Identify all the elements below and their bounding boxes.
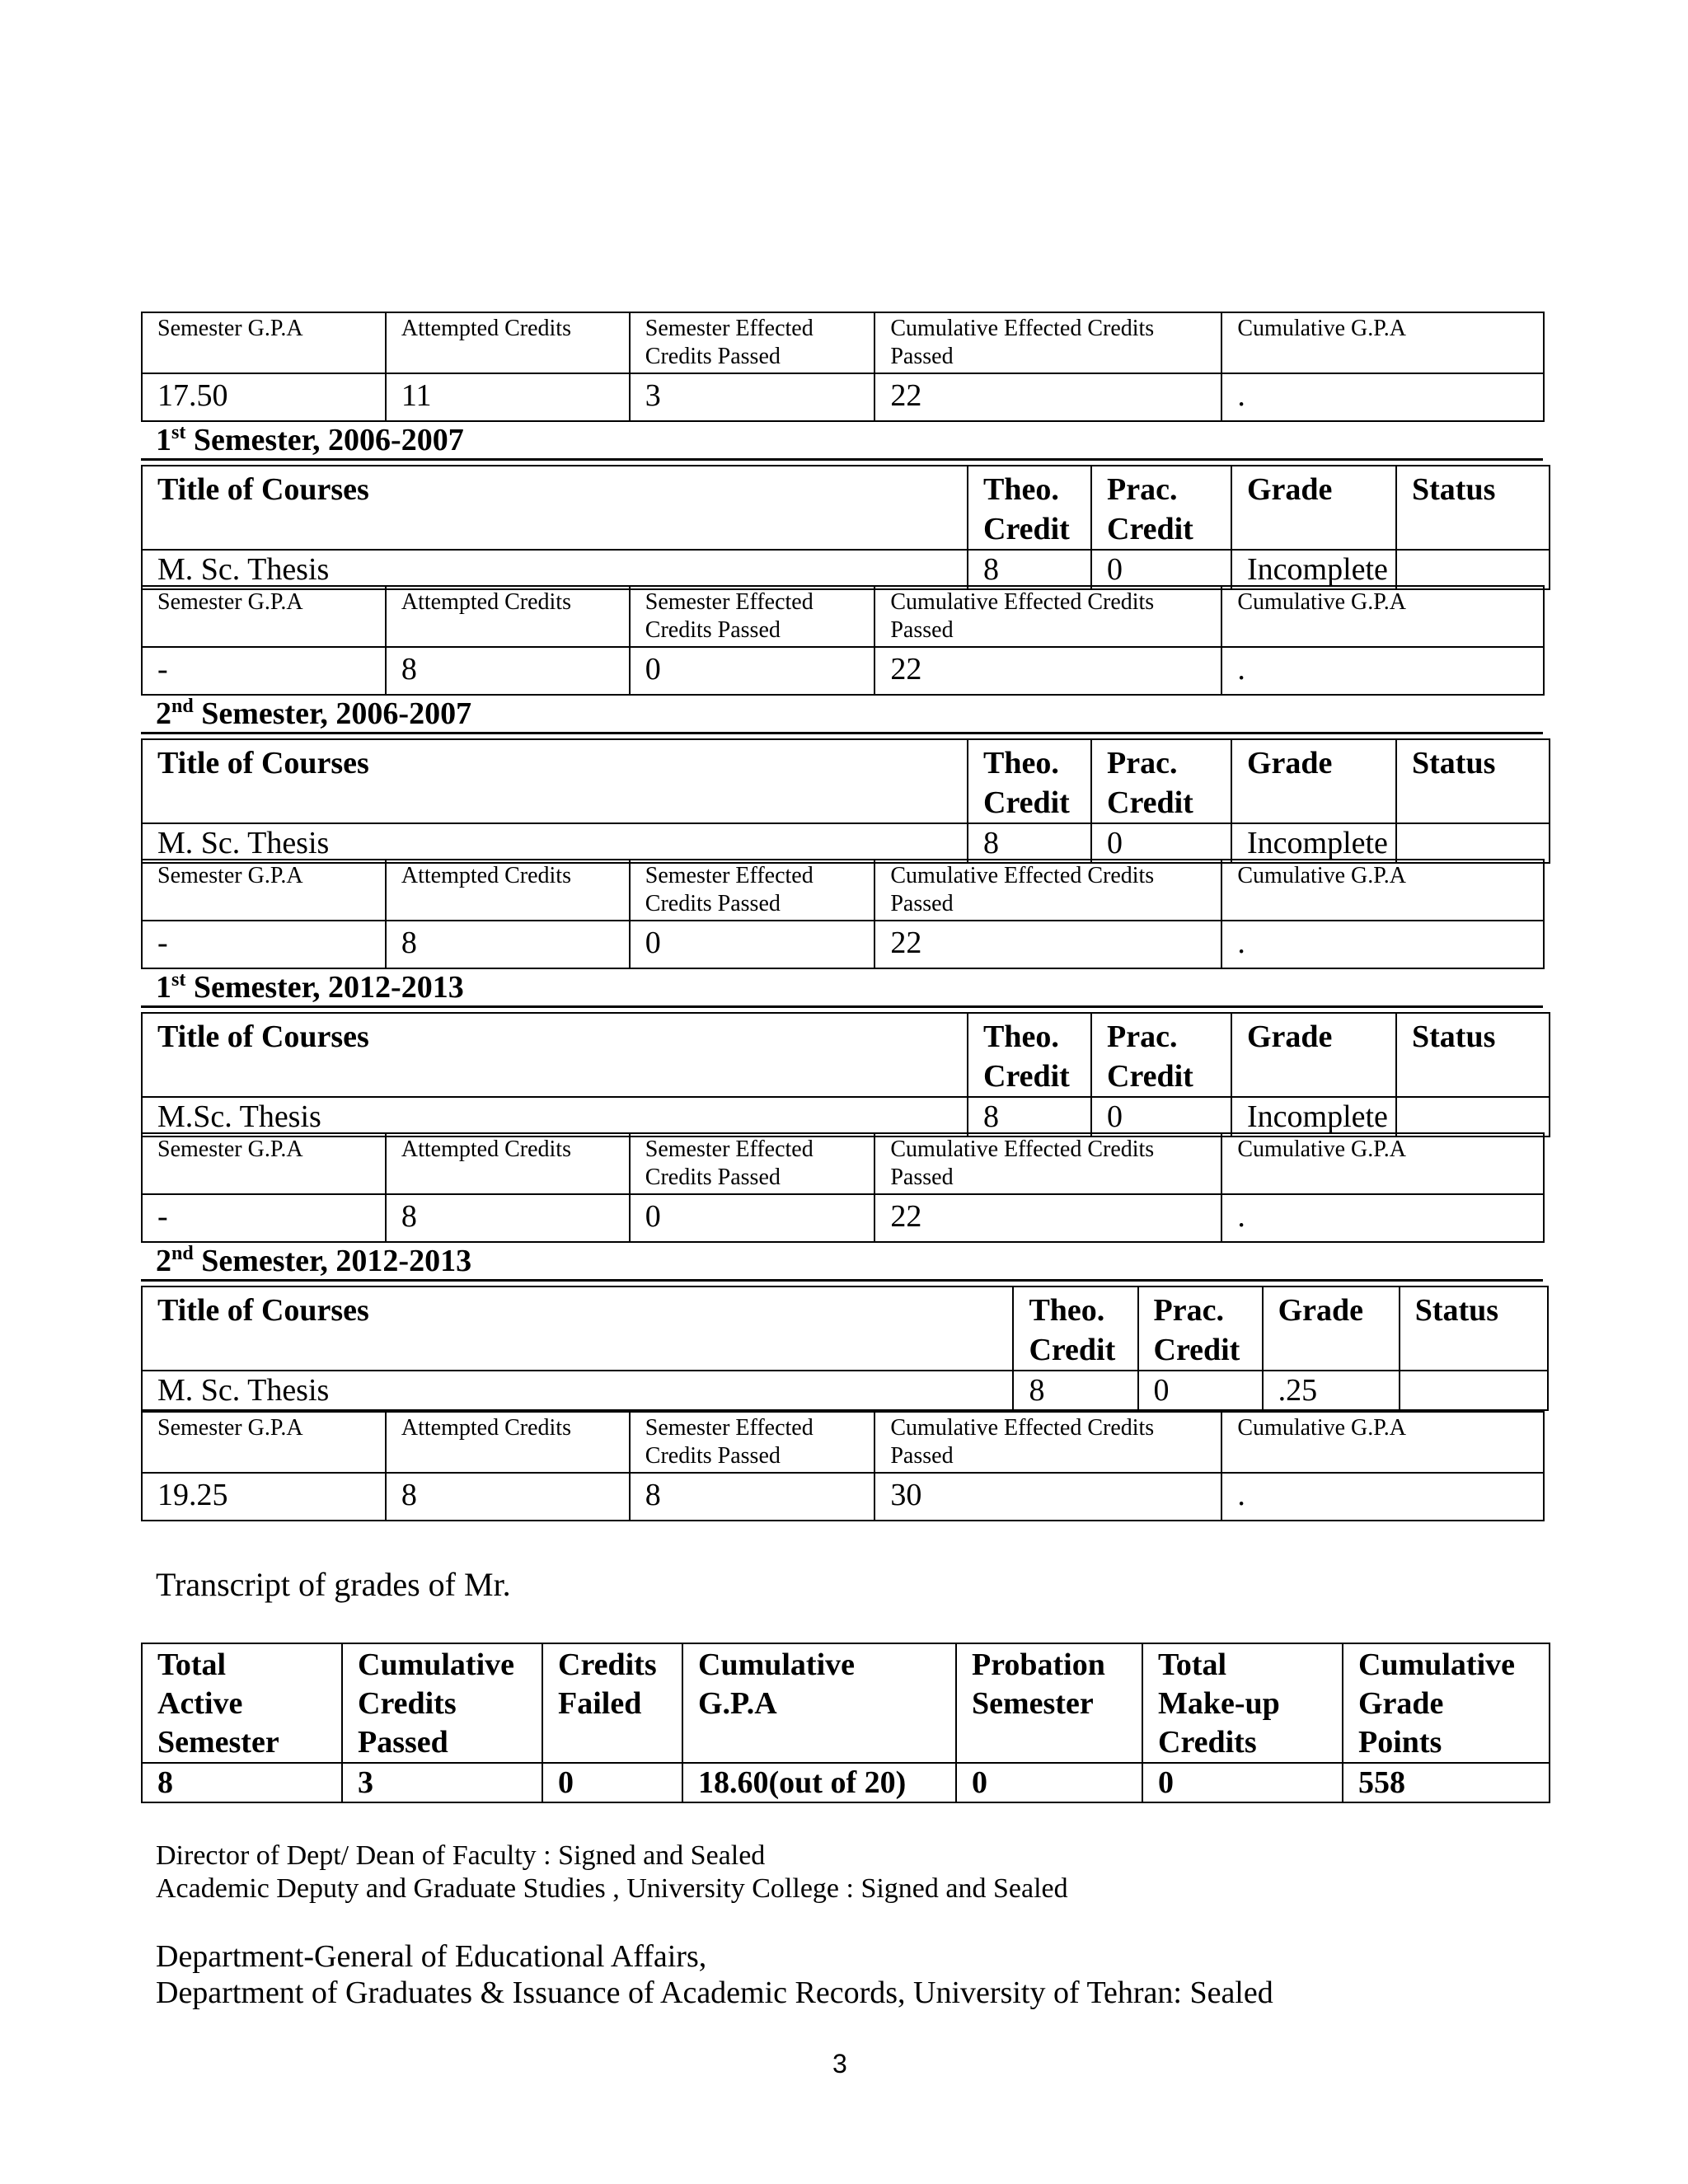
- summary-value-sem-passed: 0: [630, 921, 875, 968]
- semester-summary-table: [141, 859, 1545, 969]
- summary-value-gpa: -: [142, 1194, 386, 1242]
- course-prac: 0: [1091, 823, 1231, 863]
- summary-value-gpa: -: [142, 647, 386, 695]
- course-theo: 8: [968, 823, 1091, 863]
- semester-summary-table: [141, 585, 1545, 696]
- final-header-line: Passed: [358, 1725, 448, 1760]
- summary-value-row: [142, 373, 1544, 421]
- final-header-line: Credits: [1158, 1725, 1257, 1760]
- summary-header-cell: Cumulative G.P.A: [1221, 1133, 1544, 1194]
- final-value-cell: 18.60(out of 20): [682, 1763, 956, 1802]
- summary-header-cell: Semester G.P.A: [142, 1412, 386, 1473]
- semester-ordinal-suffix: st: [171, 422, 186, 443]
- course-status: [1400, 1371, 1548, 1410]
- course-grade: Incomplete: [1231, 550, 1396, 589]
- course-status: [1396, 550, 1550, 589]
- summary-value-gpa: 17.50: [142, 373, 386, 421]
- final-header-line: Failed: [558, 1686, 642, 1721]
- summary-header-cell: Cumulative Effected Credits Passed: [874, 860, 1221, 921]
- summary-value-cum-gpa: .: [1221, 373, 1544, 421]
- final-header-cell: [542, 1643, 682, 1763]
- header-status: Status: [1400, 1286, 1548, 1371]
- header-credit-line: Credit: [1107, 1059, 1193, 1094]
- header-title-of-courses: Title of Courses: [142, 1286, 1013, 1371]
- course-title: M. Sc. Thesis: [142, 550, 968, 589]
- course-grade: Incomplete: [1231, 823, 1396, 863]
- summary-header-cell: Attempted Credits: [386, 1133, 630, 1194]
- semester-summary-table: [141, 1411, 1545, 1521]
- header-credit-line: Credit: [1029, 1333, 1116, 1367]
- header-status: Status: [1396, 466, 1550, 550]
- summary-header-cell: Semester G.P.A: [142, 312, 386, 373]
- summary-value-cum-gpa: .: [1221, 1473, 1544, 1521]
- course-prac: 0: [1138, 1371, 1263, 1410]
- final-header-line: Cumulative: [698, 1647, 855, 1682]
- course-status: [1396, 1097, 1550, 1137]
- header-theo-credit: [1013, 1286, 1137, 1371]
- header-grade: Grade: [1263, 1286, 1400, 1371]
- header-credit-line: Credit: [1153, 1333, 1240, 1367]
- course-prac: 0: [1091, 1097, 1231, 1137]
- header-grade: Grade: [1231, 466, 1396, 550]
- summary-value-row: [142, 921, 1544, 968]
- summary-value-cum-gpa: .: [1221, 647, 1544, 695]
- summary-header-cell: Semester Effected Credits Passed: [630, 586, 875, 647]
- course-header-row: [142, 1013, 1550, 1097]
- final-header-line: Make-up: [1158, 1686, 1280, 1721]
- final-value-cell: 0: [956, 1763, 1142, 1802]
- header-prac-line: Prac.: [1107, 1019, 1178, 1054]
- header-credit-line: Credit: [1107, 785, 1193, 820]
- summary-value-cum-passed: 22: [874, 1194, 1221, 1242]
- final-value-cell: 558: [1343, 1763, 1550, 1802]
- semester-divider: [141, 458, 1543, 461]
- summary-value-row: [142, 1473, 1544, 1521]
- final-value-row: [142, 1763, 1550, 1802]
- summary-header-cell: Cumulative Effected Credits Passed: [874, 1412, 1221, 1473]
- header-credit-line: Credit: [983, 512, 1070, 546]
- header-prac-line: Prac.: [1107, 746, 1178, 780]
- header-credit-line: Credit: [983, 1059, 1070, 1094]
- final-header-line: Active: [157, 1686, 243, 1721]
- semester-ordinal-number: 2: [156, 1244, 171, 1278]
- semester-divider: [141, 732, 1543, 734]
- final-header-cell: [1343, 1643, 1550, 1763]
- summary-header-cell: Semester G.P.A: [142, 1133, 386, 1194]
- summary-value-attempted: 8: [386, 1194, 630, 1242]
- summary-value-cum-gpa: .: [1221, 921, 1544, 968]
- header-theo-credit: [968, 739, 1091, 823]
- final-header-line: G.P.A: [698, 1686, 777, 1721]
- summary-header-cell: Semester Effected Credits Passed: [630, 1412, 875, 1473]
- final-value-cell: 3: [342, 1763, 542, 1802]
- summary-header-cell: Cumulative G.P.A: [1221, 860, 1544, 921]
- summary-header-row: [142, 1133, 1544, 1194]
- course-title: M.Sc. Thesis: [142, 1097, 968, 1137]
- final-summary-table: [141, 1643, 1550, 1803]
- summary-value-row: [142, 1194, 1544, 1242]
- course-row: [142, 1371, 1548, 1410]
- final-header-line: Credits: [558, 1647, 657, 1682]
- course-table: [141, 1286, 1549, 1411]
- course-table: [141, 738, 1550, 864]
- summary-header-cell: Cumulative Effected Credits Passed: [874, 312, 1221, 373]
- summary-value-attempted: 8: [386, 921, 630, 968]
- summary-header-row: [142, 586, 1544, 647]
- header-prac-line: Prac.: [1153, 1293, 1224, 1328]
- semester-summary-table: [141, 312, 1545, 422]
- summary-header-cell: Semester Effected Credits Passed: [630, 860, 875, 921]
- summary-value-gpa: -: [142, 921, 386, 968]
- header-prac-credit: [1138, 1286, 1263, 1371]
- summary-header-cell: Attempted Credits: [386, 312, 630, 373]
- final-header-cell: [1142, 1643, 1343, 1763]
- course-table: [141, 465, 1550, 590]
- final-header-line: Credits: [358, 1686, 457, 1721]
- semester-ordinal-number: 1: [156, 970, 171, 1005]
- semester-label: Semester, 2012-2013: [185, 970, 464, 1005]
- summary-value-cum-gpa: .: [1221, 1194, 1544, 1242]
- course-theo: 8: [968, 550, 1091, 589]
- final-value-cell: 0: [542, 1763, 682, 1802]
- page-number: 3: [832, 2049, 847, 2079]
- course-header-row: [142, 1286, 1548, 1371]
- summary-header-cell: Attempted Credits: [386, 586, 630, 647]
- final-header-cell: [342, 1643, 542, 1763]
- course-header-row: [142, 739, 1550, 823]
- final-header-cell: [142, 1643, 342, 1763]
- semester-divider: [141, 1005, 1543, 1008]
- summary-value-cum-passed: 22: [874, 373, 1221, 421]
- summary-header-cell: Cumulative Effected Credits Passed: [874, 586, 1221, 647]
- final-header-line: Probation: [972, 1647, 1105, 1682]
- semester-heading: [156, 969, 464, 1005]
- summary-header-row: [142, 860, 1544, 921]
- semester-heading: [156, 696, 471, 732]
- course-row: [142, 823, 1550, 863]
- summary-value-attempted: 8: [386, 1473, 630, 1521]
- summary-value-sem-passed: 0: [630, 1194, 875, 1242]
- course-grade: .25: [1263, 1371, 1400, 1410]
- header-status: Status: [1396, 739, 1550, 823]
- summary-header-row: [142, 312, 1544, 373]
- header-theo-line: Theo.: [983, 472, 1059, 507]
- final-header-line: Semester: [972, 1686, 1094, 1721]
- course-status: [1396, 823, 1550, 863]
- final-header-line: Total: [157, 1647, 227, 1682]
- semester-heading: [156, 422, 464, 458]
- summary-value-sem-passed: 0: [630, 647, 875, 695]
- semester-label: Semester, 2006-2007: [193, 696, 472, 731]
- header-theo-credit: [968, 466, 1091, 550]
- semester-ordinal-suffix: st: [171, 969, 186, 991]
- header-status: Status: [1396, 1013, 1550, 1097]
- summary-value-cum-passed: 30: [874, 1473, 1221, 1521]
- header-prac-credit: [1091, 739, 1231, 823]
- summary-value-attempted: 8: [386, 647, 630, 695]
- signature-academic-deputy: Academic Deputy and Graduate Studies , University College : Signed and Sealed: [156, 1873, 1068, 1904]
- final-header-line: Semester: [157, 1725, 279, 1760]
- semester-divider: [141, 1279, 1543, 1282]
- header-title-of-courses: Title of Courses: [142, 739, 968, 823]
- transcript-line: Transcript of grades of Mr.: [156, 1566, 511, 1603]
- header-grade: Grade: [1231, 1013, 1396, 1097]
- semester-summary-table: [141, 1132, 1545, 1243]
- final-header-line: Cumulative: [1358, 1647, 1515, 1682]
- summary-header-cell: Cumulative G.P.A: [1221, 312, 1544, 373]
- summary-value-attempted: 11: [386, 373, 630, 421]
- header-theo-line: Theo.: [1029, 1293, 1105, 1328]
- final-value-cell: 0: [1142, 1763, 1343, 1802]
- final-header-line: Points: [1358, 1725, 1442, 1760]
- final-header-line: Grade: [1358, 1686, 1444, 1721]
- header-title-of-courses: Title of Courses: [142, 466, 968, 550]
- summary-value-row: [142, 647, 1544, 695]
- footer-department-graduates: Department of Graduates & Issuance of Academic Records, University of Tehran: Sealed: [156, 1975, 1273, 2010]
- course-theo: 8: [1013, 1371, 1137, 1410]
- final-header-line: Cumulative: [358, 1647, 514, 1682]
- footer-department-general: Department-General of Educational Affairs,: [156, 1939, 707, 1974]
- header-theo-line: Theo.: [983, 746, 1059, 780]
- summary-header-cell: Attempted Credits: [386, 860, 630, 921]
- course-title: M. Sc. Thesis: [142, 1371, 1013, 1410]
- summary-value-sem-passed: 8: [630, 1473, 875, 1521]
- summary-value-cum-passed: 22: [874, 921, 1221, 968]
- summary-header-cell: Semester Effected Credits Passed: [630, 312, 875, 373]
- summary-header-cell: Semester G.P.A: [142, 860, 386, 921]
- header-credit-line: Credit: [1107, 512, 1193, 546]
- summary-value-sem-passed: 3: [630, 373, 875, 421]
- course-title: M. Sc. Thesis: [142, 823, 968, 863]
- summary-header-cell: Semester G.P.A: [142, 586, 386, 647]
- course-header-row: [142, 466, 1550, 550]
- summary-header-cell: Cumulative Effected Credits Passed: [874, 1133, 1221, 1194]
- semester-ordinal-suffix: nd: [171, 1243, 194, 1264]
- semester-ordinal-number: 2: [156, 696, 171, 731]
- course-row: [142, 1097, 1550, 1137]
- semester-label: Semester, 2006-2007: [185, 423, 464, 457]
- header-theo-line: Theo.: [983, 1019, 1059, 1054]
- header-prac-line: Prac.: [1107, 472, 1178, 507]
- header-theo-credit: [968, 1013, 1091, 1097]
- final-header-row: [142, 1643, 1550, 1763]
- semester-label: Semester, 2012-2013: [193, 1244, 472, 1278]
- course-grade: Incomplete: [1231, 1097, 1396, 1137]
- header-grade: Grade: [1231, 739, 1396, 823]
- header-prac-credit: [1091, 1013, 1231, 1097]
- header-credit-line: Credit: [983, 785, 1070, 820]
- course-table: [141, 1012, 1550, 1137]
- header-prac-credit: [1091, 466, 1231, 550]
- semester-heading: [156, 1243, 471, 1279]
- summary-header-cell: Semester Effected Credits Passed: [630, 1133, 875, 1194]
- final-header-cell: [682, 1643, 956, 1763]
- final-value-cell: 8: [142, 1763, 342, 1802]
- semester-ordinal-number: 1: [156, 423, 171, 457]
- course-row: [142, 550, 1550, 589]
- semester-ordinal-suffix: nd: [171, 696, 194, 717]
- header-title-of-courses: Title of Courses: [142, 1013, 968, 1097]
- final-header-line: Total: [1158, 1647, 1227, 1682]
- course-prac: 0: [1091, 550, 1231, 589]
- summary-header-cell: Cumulative G.P.A: [1221, 586, 1544, 647]
- summary-header-cell: Cumulative G.P.A: [1221, 1412, 1544, 1473]
- signature-director: Director of Dept/ Dean of Faculty : Signed and Sealed: [156, 1840, 766, 1871]
- summary-header-cell: Attempted Credits: [386, 1412, 630, 1473]
- summary-value-gpa: 19.25: [142, 1473, 386, 1521]
- summary-header-row: [142, 1412, 1544, 1473]
- course-theo: 8: [968, 1097, 1091, 1137]
- final-header-cell: [956, 1643, 1142, 1763]
- summary-value-cum-passed: 22: [874, 647, 1221, 695]
